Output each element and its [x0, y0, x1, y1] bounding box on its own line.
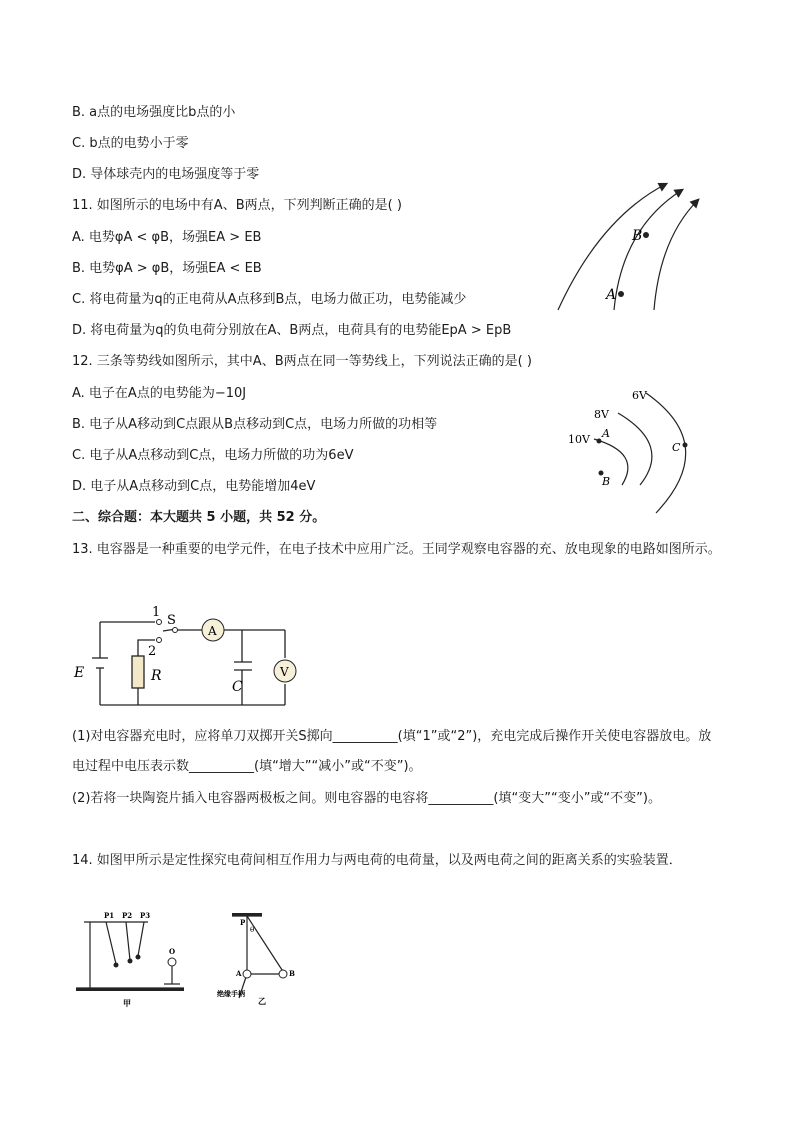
hanging-ball-3 [136, 955, 141, 960]
label-p: P [240, 918, 246, 927]
point-c-label: C [672, 441, 681, 454]
option-12b: B. 电子从A移动到C点跟从B点移动到C点，电场力所做的功相等 [72, 417, 438, 432]
point-a-dot [597, 439, 602, 444]
label-yi: 乙 [258, 996, 266, 1006]
label-p3: P3 [140, 911, 151, 920]
apparatus-figure [72, 908, 307, 1008]
option-12d: D. 电子从A点移动到C点，电势能增加4eV [72, 479, 316, 494]
label-1: 1 [152, 605, 161, 620]
capacitor-circuit [70, 600, 310, 715]
question-13-intro: 13. 电容器是一种重要的电学元件，在电子技术中应用广泛。王同学观察电容器的充、放电现象的电路如图所示。 [72, 542, 721, 557]
option-11a: A. 电势φA < φB，场强EA > EB [72, 230, 262, 245]
label-p2: P2 [122, 911, 133, 920]
section-heading: 二、综合题：本大题共 5 小题，共 52 分。 [72, 510, 326, 525]
point-c-dot [683, 443, 688, 448]
option-10b: B. a点的电场强度比b点的小 [72, 105, 236, 120]
label-p1: P1 [104, 911, 115, 920]
label-b: B [289, 969, 295, 978]
option-10c: C. b点的电势小于零 [72, 136, 189, 151]
point-b-label: B [632, 228, 643, 244]
option-11b: B. 电势φA > φB，场强EA < EB [72, 261, 262, 276]
hanging-ball-1 [114, 963, 119, 968]
point-b-dot [643, 232, 649, 238]
label-jia: 甲 [123, 998, 131, 1008]
voltmeter-label: V [280, 665, 289, 679]
label-o: O [169, 947, 176, 956]
hanging-ball-2 [128, 959, 133, 964]
equipotential-10v [594, 439, 628, 485]
label-e: E [74, 665, 85, 681]
question-13-part1: (1)对电容器充电时，应将单刀双掷开关S掷向__________(填“1”或“2”)，充电完成后操作开关使电容器放电。放电过程中电压表示数__________(填“增大”“减小”或“不变”)。 [72, 729, 712, 774]
switch-contact-2 [157, 638, 162, 643]
point-a-label: A [606, 287, 617, 303]
option-12c: C. 电子从A点移动到C点，电场力所做的功为6eV [72, 448, 354, 463]
label-6v: 6V [632, 389, 647, 402]
option-11d: D. 将电荷量为q的负电荷分别放在A、B两点，电荷具有的电势能EpA > EpB [72, 323, 512, 338]
label-10v: 10V [568, 433, 590, 446]
point-b-label: B [602, 475, 611, 488]
field-line-2 [614, 190, 682, 310]
option-10d: D. 导体球壳内的电场强度等于零 [72, 167, 260, 182]
option-12a: A. 电子在A点的电势能为−10J [72, 386, 247, 401]
insulating-handle-label: 绝缘手柄 [217, 989, 245, 998]
label-8v: 8V [594, 408, 609, 421]
charged-sphere-o [168, 958, 176, 966]
equipotential-8v [618, 413, 652, 485]
sphere-a [243, 970, 251, 978]
label-theta: θ [250, 926, 255, 934]
label-s: S [167, 613, 176, 628]
switch-contact-1 [157, 620, 162, 625]
question-12-stem: 12. 三条等势线如图所示，其中A、B两点在同一等势线上，下列说法正确的是( ) [72, 354, 532, 369]
point-a-dot [618, 291, 624, 297]
option-11c: C. 将电荷量为q的正电荷从A点移到B点，电场力做正功，电势能减少 [72, 292, 467, 307]
question-11-stem: 11. 如图所示的电场中有A、B两点，下列判断正确的是( ) [72, 198, 402, 213]
question-13-part2: (2)若将一块陶瓷片插入电容器两极板之间。则电容器的电容将__________(填“变大”“变小”或“不变”)。 [72, 791, 661, 806]
question-14-intro: 14. 如图甲所示是定性探究电荷间相互作用力与两电荷的电荷量，以及两电荷之间的距离关系的实验装置． [72, 853, 682, 868]
switch-pivot [173, 628, 178, 633]
ammeter-label: A [208, 624, 217, 638]
field-lines-figure [550, 178, 710, 318]
point-a-label: A [602, 427, 610, 440]
equipotential-figure [560, 385, 720, 525]
label-2: 2 [148, 644, 157, 659]
label-a: A [236, 969, 242, 978]
label-r: R [151, 668, 162, 684]
label-c: C [232, 679, 243, 695]
sphere-b [279, 970, 287, 978]
field-line-3 [654, 200, 698, 310]
